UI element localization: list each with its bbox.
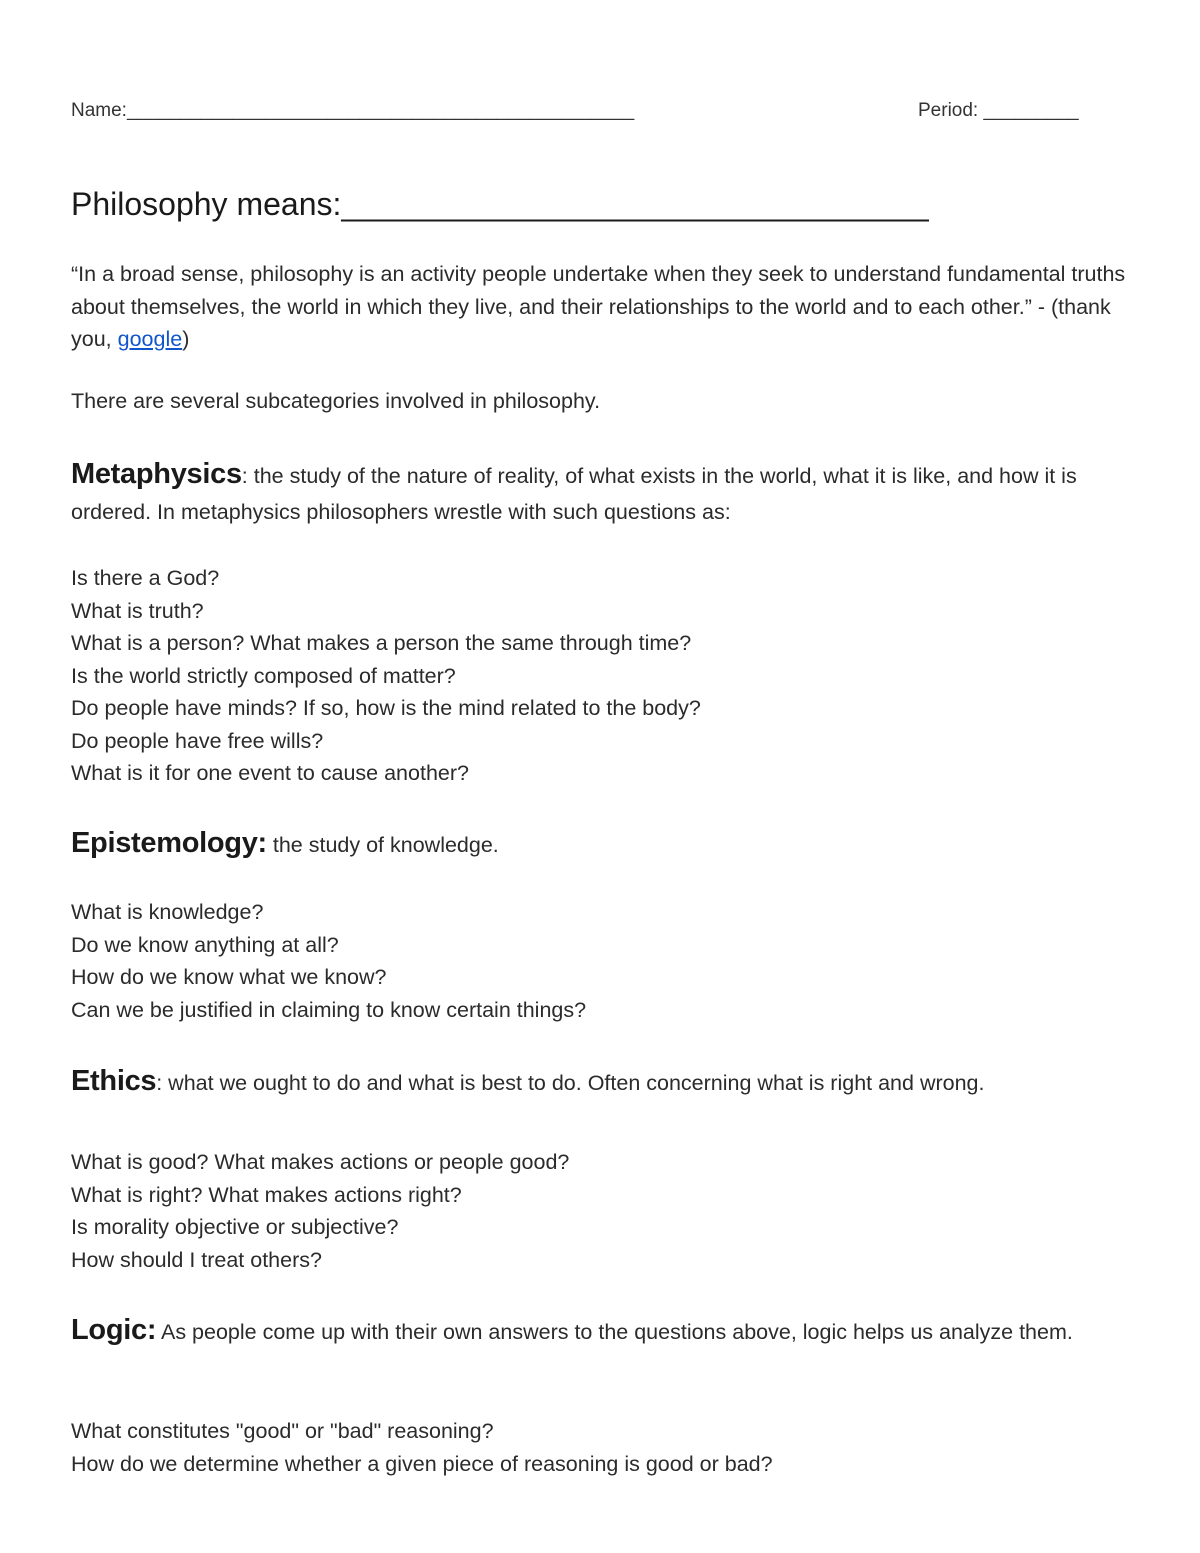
list-item: What is good? What makes actions or people good?	[71, 1150, 570, 1174]
list-item: How do we determine whether a given piece of reasoning is good or bad?	[71, 1451, 773, 1476]
logic-heading	[71, 1312, 1136, 1350]
page-title[interactable]: Philosophy means:_________________________________	[71, 186, 929, 222]
list-item: Is the world strictly composed of matter?	[71, 663, 456, 688]
ethics-definition: : what we ought to do and what is best to do. Often concerning what is right and wrong.	[156, 1071, 985, 1095]
list-item: What is right? What makes actions right?	[71, 1182, 462, 1207]
list-item: Can we be justified in claiming to know certain things?	[71, 997, 587, 1022]
metaphysics-definition: : the study of the nature of reality, of what exists in the world, what it is like, and how it is ordered. In metaphysics philosophers wrestle with such questions as:	[71, 464, 1077, 524]
ethics-term: Ethics	[71, 1065, 157, 1097]
list-item: Is morality objective or subjective?	[71, 1215, 399, 1239]
google-link[interactable]: google	[117, 327, 183, 351]
logic-term: Logic:	[71, 1314, 157, 1346]
ethics-heading	[71, 1063, 1136, 1101]
name-field[interactable]: Name:________________________________________________	[71, 100, 635, 121]
logic-definition: As people come up with their own answers to the questions above, logic helps us analyze them.	[156, 1320, 1073, 1344]
epistemology-definition: the study of knowledge.	[266, 833, 499, 857]
list-item: What is knowledge?	[71, 900, 264, 924]
quote-text: “In a broad sense, philosophy is an activity people undertake when they seek to understand fundamental truths about themselves, the world in which they live, and their relationships to the world and to each other.” - (thank you,	[71, 262, 1126, 351]
list-item: Do people have free wills?	[71, 728, 324, 753]
metaphysics-term: Metaphysics	[71, 458, 242, 490]
epistemology-term: Epistemology:	[71, 827, 267, 859]
header-row	[71, 100, 1116, 122]
intro-text: There are several subcategories involved in philosophy.	[71, 389, 601, 413]
logic-questions	[71, 1415, 773, 1480]
list-item: How do we know what we know?	[71, 965, 387, 989]
list-item: Do people have minds? If so, how is the mind related to the body?	[71, 696, 701, 720]
period-field[interactable]: Period: _________	[918, 100, 1079, 121]
metaphysics-heading	[71, 456, 1136, 530]
ethics-questions	[71, 1146, 569, 1276]
epistemology-heading	[71, 825, 1136, 863]
philosophy-quote	[71, 258, 1136, 356]
list-item: Is there a God?	[71, 566, 220, 590]
quote-closing: )	[182, 327, 190, 351]
list-item: What is it for one event to cause another?	[71, 761, 469, 785]
list-item: How should I treat others?	[71, 1247, 322, 1272]
list-item: What is truth?	[71, 598, 204, 623]
metaphysics-questions	[71, 562, 701, 790]
list-item: What constitutes "good" or "bad" reasoning?	[71, 1419, 494, 1443]
epistemology-questions	[71, 896, 586, 1026]
list-item: What is a person? What makes a person the same through time?	[71, 631, 692, 655]
list-item: Do we know anything at all?	[71, 932, 339, 957]
